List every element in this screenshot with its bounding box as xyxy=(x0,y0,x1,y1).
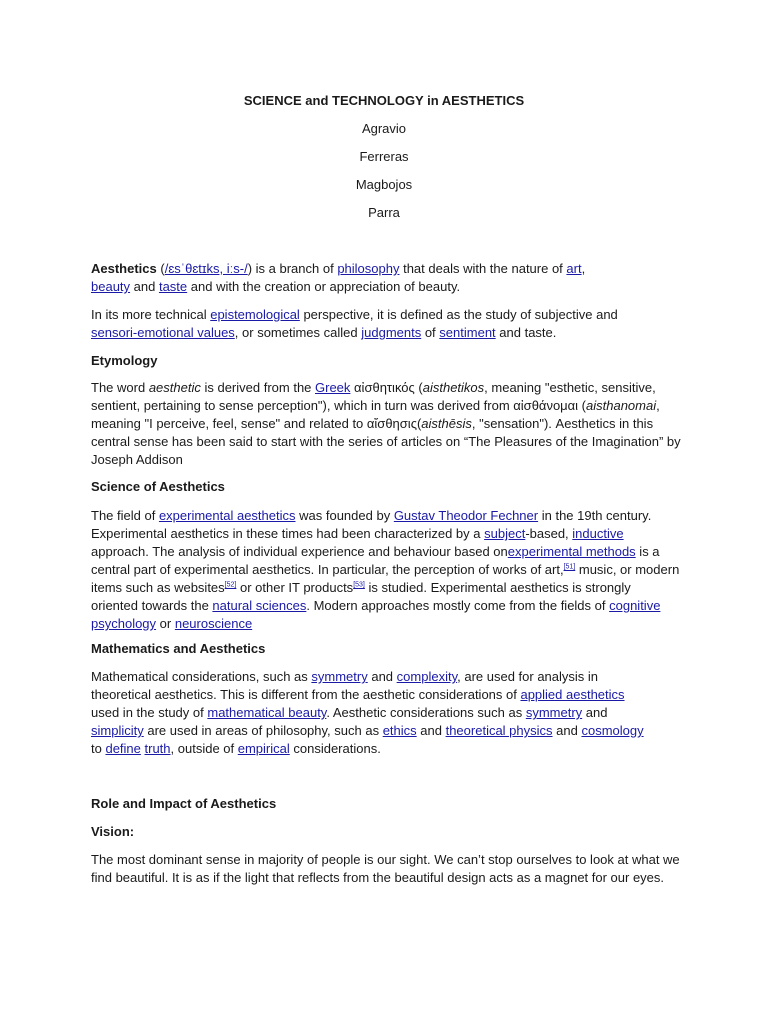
beauty-link[interactable]: beauty xyxy=(91,279,131,294)
applied-aesthetics-link[interactable]: applied aesthetics xyxy=(520,687,625,702)
citation-link[interactable]: [51] xyxy=(563,563,576,571)
citation-link[interactable]: [52] xyxy=(224,581,237,589)
text: and xyxy=(367,669,397,684)
vision-paragraph: The most dominant sense in majority of people is our sight. We can’t stop ourselves to look at what we find beautiful. It is as if the light that reflects from the beautiful design acts as a magnet for our eyes. xyxy=(91,852,680,885)
text: of xyxy=(421,325,440,340)
citation-link[interactable]: [53] xyxy=(353,581,365,589)
text: are used in areas of philosophy, such as xyxy=(143,723,383,738)
text: , or sometimes called xyxy=(234,325,362,340)
text: aisthēsis xyxy=(421,416,472,431)
greek-link[interactable]: Greek xyxy=(315,380,351,395)
text: or xyxy=(156,616,175,631)
science-heading: Science of Aesthetics xyxy=(91,479,225,494)
etymology-heading: Etymology xyxy=(91,353,158,368)
text: and xyxy=(552,723,582,738)
intro-paragraph xyxy=(91,260,591,296)
author-name: Ferreras xyxy=(359,149,409,164)
text: and xyxy=(130,279,159,294)
judgments-link[interactable]: judgments xyxy=(361,325,422,340)
term-aesthetics: Aesthetics xyxy=(91,261,157,276)
experimental-methods-link[interactable]: experimental methods xyxy=(507,544,636,559)
text: is studied. Experimental aesthetics is strongly oriented towards the xyxy=(91,580,631,613)
text: Mathematical considerations, such as xyxy=(91,669,312,684)
author-name: Parra xyxy=(368,205,400,220)
text: , outside of xyxy=(170,741,238,756)
math-paragraph xyxy=(91,668,656,758)
text: aisthetikos xyxy=(422,380,485,395)
text: -based, xyxy=(525,526,573,541)
truth-link[interactable]: truth xyxy=(144,741,171,756)
text: used in the study of xyxy=(91,705,208,720)
vision-subheading: Vision: xyxy=(91,824,135,839)
define-link[interactable]: define xyxy=(105,741,141,756)
role-heading: Role and Impact of Aesthetics xyxy=(91,796,277,811)
complexity-link[interactable]: complexity xyxy=(396,669,458,684)
text: music, or modern items such as websites xyxy=(91,562,680,595)
sensori-emotional-link[interactable]: sensori-emotional values xyxy=(91,325,235,340)
science-paragraph xyxy=(91,507,681,633)
cosmology-link[interactable]: cosmology xyxy=(581,723,644,738)
definition-paragraph xyxy=(91,306,636,342)
author-name: Agravio xyxy=(361,121,407,136)
text: and xyxy=(582,705,608,720)
art-link[interactable]: art xyxy=(566,261,582,276)
inductive-link[interactable]: inductive xyxy=(572,526,624,541)
text: to xyxy=(91,741,106,756)
text: and taste. xyxy=(495,325,557,340)
natural-sciences-link[interactable]: natural sciences xyxy=(212,598,307,613)
text: ) is a branch of xyxy=(247,261,338,276)
pronunciation-link[interactable]: /ɛsˈθɛtɪks, iːs-/ xyxy=(164,261,248,276)
text: in the 19th century. Experimental aesthetics in these times had been characterized by a xyxy=(91,508,652,541)
text: approach. The analysis of individual experience and behaviour based on xyxy=(91,544,508,559)
text: that deals with the nature of xyxy=(399,261,567,276)
mathematical-beauty-link[interactable]: mathematical beauty xyxy=(207,705,327,720)
text: aisthanomai xyxy=(586,398,657,413)
text: and xyxy=(416,723,446,738)
ethics-link[interactable]: ethics xyxy=(382,723,417,738)
symmetry-link[interactable]: symmetry xyxy=(525,705,583,720)
text: αἰσθητικός ( xyxy=(350,380,423,395)
text: , are used for analysis in theoretical aesthetics. This is different from the aesthetic considerations of xyxy=(91,669,599,702)
text: is derived from the xyxy=(200,380,316,395)
cognitive-psychology-link[interactable]: cognitive psychology xyxy=(91,598,661,631)
text: considerations. xyxy=(289,741,381,756)
symmetry-link[interactable]: symmetry xyxy=(311,669,368,684)
etymology-paragraph xyxy=(91,379,681,469)
theoretical-physics-link[interactable]: theoretical physics xyxy=(445,723,553,738)
experimental-aesthetics-link[interactable]: experimental aesthetics xyxy=(158,508,296,523)
text: is a central part of experimental aesthetics. In particular, the perception of works of art, xyxy=(91,544,660,577)
philosophy-link[interactable]: philosophy xyxy=(337,261,400,276)
text: In its more technical xyxy=(91,307,211,322)
author-name: Magbojos xyxy=(355,177,413,192)
text: The field of xyxy=(91,508,159,523)
text: or other IT products xyxy=(236,580,354,595)
text: was founded by xyxy=(295,508,394,523)
epistemological-link[interactable]: epistemological xyxy=(210,307,300,322)
document-title: SCIENCE and TECHNOLOGY in AESTHETICS xyxy=(243,93,525,108)
text: , meaning "I perceive, feel, sense" and related to αἴσθησις( xyxy=(91,398,660,431)
empirical-link[interactable]: empirical xyxy=(237,741,290,756)
text: . Modern approaches mostly come from the fields of xyxy=(306,598,610,613)
text: , "sensation"). Aesthetics in this central sense has been said to start with the series of articles on “The Pleasures of the Imagination” by Joseph Addison xyxy=(91,416,681,467)
text: perspective, it is defined as the study of subjective and xyxy=(299,307,618,322)
fechner-link[interactable]: Gustav Theodor Fechner xyxy=(393,508,539,523)
neuroscience-link[interactable]: neuroscience xyxy=(174,616,253,631)
sentiment-link[interactable]: sentiment xyxy=(439,325,496,340)
text: and with the creation or appreciation of beauty. xyxy=(187,279,461,294)
subject-link[interactable]: subject xyxy=(484,526,526,541)
math-heading: Mathematics and Aesthetics xyxy=(91,641,266,656)
text: aesthetic xyxy=(148,380,201,395)
text: . Aesthetic considerations such as xyxy=(326,705,526,720)
taste-link[interactable]: taste xyxy=(158,279,188,294)
text: ( xyxy=(156,261,165,276)
text: , xyxy=(581,261,586,276)
text: The word xyxy=(91,380,149,395)
text: , meaning "esthetic, sensitive, sentient, pertaining to sense perception"), which in turn was derived from αἰσθάνομαι ( xyxy=(91,380,656,413)
simplicity-link[interactable]: simplicity xyxy=(91,723,144,738)
